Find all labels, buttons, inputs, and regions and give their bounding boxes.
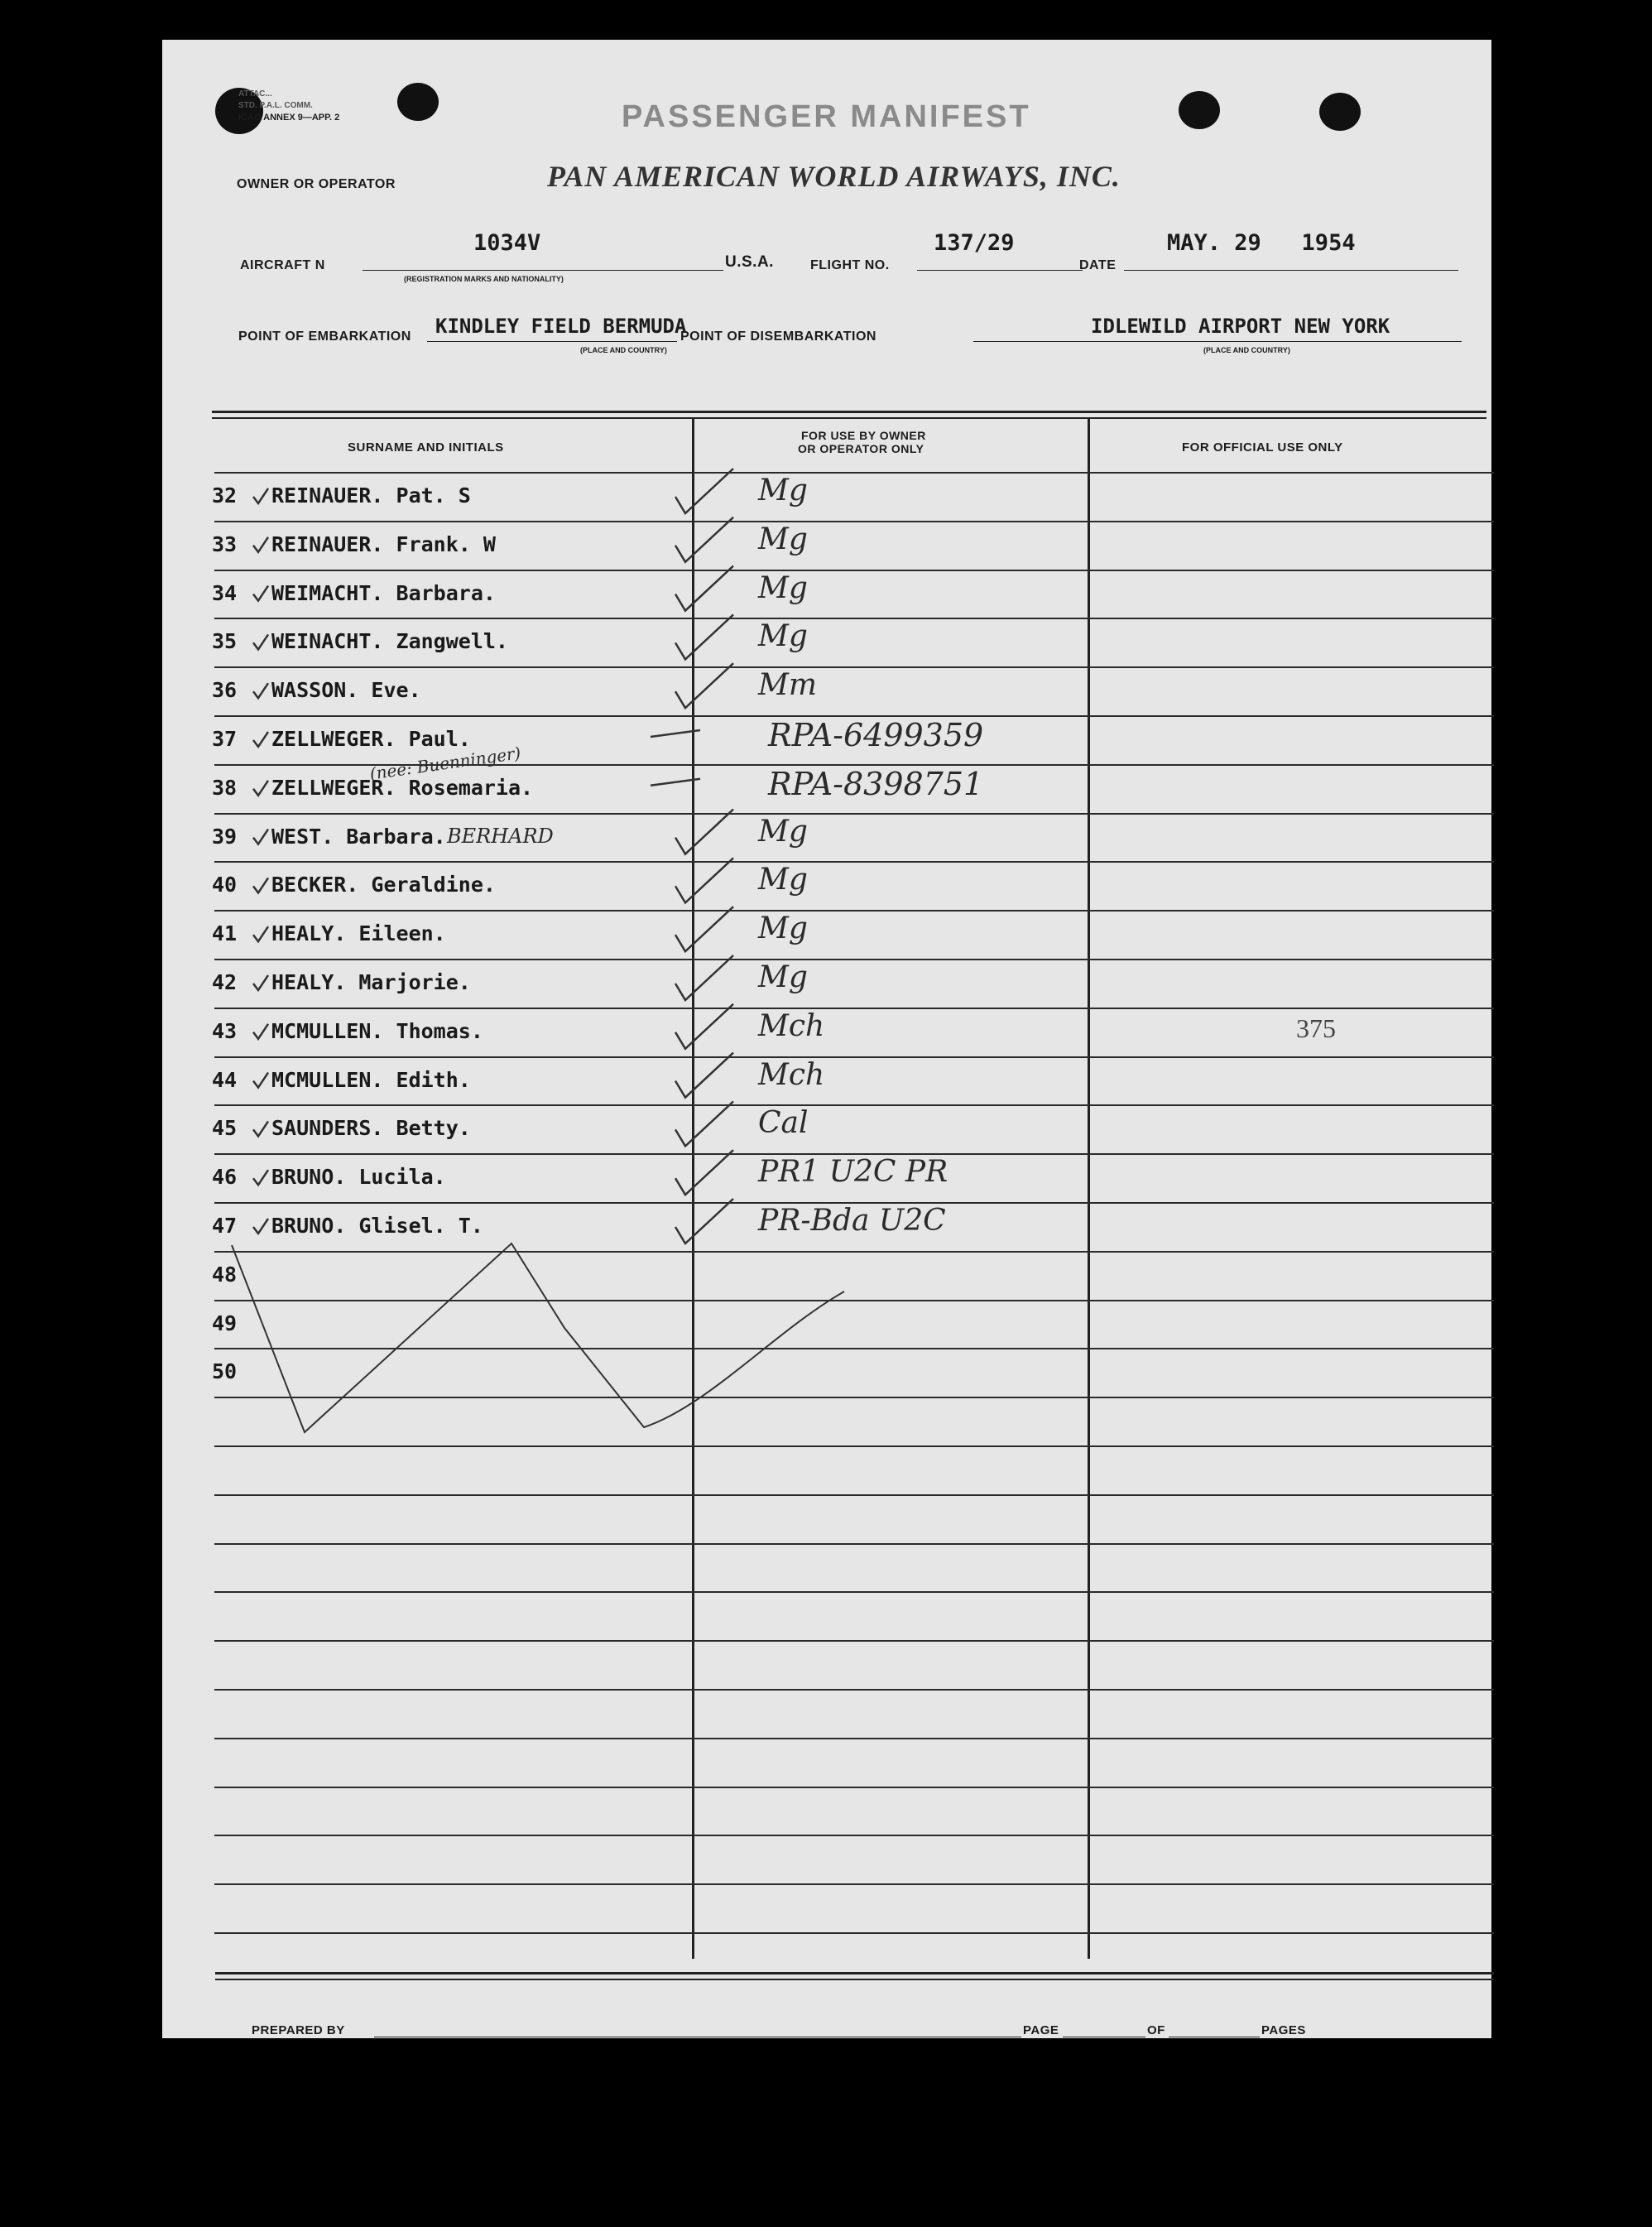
- table-row-rule: [214, 1787, 1494, 1788]
- table-row-rule: [214, 1689, 1494, 1691]
- row-number: 45: [212, 1116, 238, 1140]
- of-label: OF: [1147, 2023, 1165, 2037]
- check-mark: [651, 779, 700, 786]
- date-value: MAY. 29 1954: [1167, 230, 1356, 256]
- form-ref-line2: STD. P.A.L. COMM.: [238, 101, 313, 110]
- passenger-name: WEST. Barbara.: [271, 825, 446, 849]
- passenger-name: REINAUER. Frank. W: [271, 532, 496, 556]
- passenger-name: MCMULLEN. Thomas.: [271, 1019, 483, 1043]
- check-mark: [253, 926, 268, 941]
- row-number: 35: [212, 629, 238, 653]
- operator-note: Mg: [758, 619, 808, 653]
- passenger-name: REINAUER. Pat. S: [271, 483, 471, 507]
- check-mark: [651, 730, 700, 737]
- table-row-rule: [214, 1591, 1494, 1593]
- row-number: 33: [212, 532, 238, 556]
- column-header-owner-use-1: FOR USE BY OWNER: [801, 429, 926, 442]
- operator-note: Mg: [758, 571, 808, 605]
- operator-note: Mch: [758, 1058, 825, 1092]
- check-mark: [675, 810, 733, 854]
- check-mark: [253, 1219, 268, 1234]
- table-row-rule: [214, 1835, 1494, 1836]
- row-number: 47: [212, 1214, 238, 1238]
- passenger-name: WASSON. Eve.: [271, 678, 421, 702]
- operator-note: Mg: [758, 474, 808, 507]
- disembarkation-caption: (PLACE AND COUNTRY): [1203, 346, 1290, 354]
- check-mark: [675, 1004, 733, 1049]
- check-mark: [675, 469, 733, 513]
- embarkation-caption: (PLACE AND COUNTRY): [580, 346, 667, 354]
- check-mark: [253, 781, 268, 796]
- check-mark: [253, 878, 268, 892]
- operator-note: Mg: [758, 960, 808, 994]
- owner-value: PAN AMERICAN WORLD AIRWAYS, INC.: [547, 160, 1121, 193]
- cancel-zigzag: [232, 1243, 844, 1432]
- passenger-name: WEIMACHT. Barbara.: [271, 581, 496, 605]
- column-header-owner-use-2: OR OPERATOR ONLY: [798, 442, 924, 455]
- flight-value: 137/29: [934, 230, 1015, 256]
- check-mark: [675, 614, 733, 659]
- row-number: 43: [212, 1019, 238, 1043]
- west-annotation: BERHARD: [447, 825, 554, 848]
- date-label: DATE: [1079, 258, 1117, 272]
- passenger-name: SAUNDERS. Betty.: [271, 1116, 471, 1140]
- check-mark: [253, 586, 268, 601]
- usa-label: U.S.A.: [725, 253, 774, 271]
- check-mark: [253, 830, 268, 844]
- nee-annotation: (nee: Buenninger): [368, 743, 522, 784]
- check-mark: [253, 1024, 268, 1039]
- check-mark: [253, 537, 268, 552]
- check-mark: [253, 975, 268, 990]
- operator-note: Mg: [758, 863, 808, 897]
- table-row-rule: [214, 1932, 1494, 1934]
- check-mark: [675, 1199, 733, 1243]
- row-number: 37: [212, 727, 238, 751]
- passenger-name: MCMULLEN. Edith.: [271, 1068, 471, 1092]
- passenger-name: HEALY. Eileen.: [271, 921, 446, 945]
- owner-label: OWNER OR OPERATOR: [237, 177, 396, 191]
- operator-note: PR-Bda U2C: [758, 1204, 946, 1238]
- table-row-rule: [214, 1883, 1494, 1885]
- table-bottom-rule-2: [215, 1979, 1494, 1980]
- column-header-official: FOR OFFICIAL USE ONLY: [1182, 440, 1343, 455]
- table-row-rule: [214, 1543, 1494, 1545]
- table-row-rule: [214, 1640, 1494, 1642]
- operator-note: Mg: [758, 815, 808, 849]
- passenger-name: ZELLWEGER. Rosemaria.: [271, 776, 534, 800]
- handwritten-marks: [162, 40, 1491, 1530]
- operator-note: Mch: [758, 1009, 825, 1043]
- form-ref-line1: ATTAC...: [238, 89, 272, 99]
- check-mark: [253, 634, 268, 649]
- check-mark: [675, 955, 733, 1000]
- disembarkation-label: POINT OF DISEMBARKATION: [680, 329, 876, 344]
- aircraft-caption: (REGISTRATION MARKS AND NATIONALITY): [404, 275, 564, 283]
- check-mark: [675, 1150, 733, 1195]
- page-label: PAGE: [1023, 2023, 1059, 2037]
- pages-label: PAGES: [1261, 2023, 1306, 2037]
- row-number: 49: [212, 1311, 238, 1335]
- row-number: 41: [212, 921, 238, 945]
- passenger-name: BRUNO. Glisel. T.: [271, 1214, 483, 1238]
- check-mark: [675, 663, 733, 708]
- check-mark: [253, 1121, 268, 1136]
- check-mark: [675, 858, 733, 902]
- row-number: 39: [212, 825, 238, 849]
- row-number: 34: [212, 581, 238, 605]
- manifest-sheet: [162, 40, 1491, 2038]
- aircraft-value: 1034V: [473, 230, 541, 256]
- check-mark: [675, 1053, 733, 1098]
- operator-note: RPA-8398751: [768, 766, 984, 802]
- operator-note: Cal: [758, 1106, 809, 1140]
- check-mark: [253, 1073, 268, 1088]
- page-title: PASSENGER MANIFEST: [622, 99, 1031, 134]
- check-mark: [253, 1170, 268, 1185]
- form-ref-line3: ICAO ANNEX 9—APP. 2: [238, 113, 340, 123]
- passenger-name: HEALY. Marjorie.: [271, 970, 471, 994]
- operator-note: Mg: [758, 911, 808, 945]
- aircraft-label: AIRCRAFT N: [240, 258, 325, 272]
- passenger-name: BRUNO. Lucila.: [271, 1165, 446, 1189]
- row-number: 48: [212, 1263, 238, 1287]
- row-number: 38: [212, 776, 238, 800]
- row-number: 36: [212, 678, 238, 702]
- flight-label: FLIGHT NO.: [810, 258, 890, 272]
- operator-note: PR1 U2C PR: [758, 1155, 948, 1189]
- prepared-by-label: PREPARED BY: [252, 2023, 345, 2037]
- passenger-name: BECKER. Geraldine.: [271, 873, 496, 897]
- check-mark: [253, 732, 268, 747]
- embarkation-label: POINT OF EMBARKATION: [238, 329, 411, 344]
- disembarkation-value: IDLEWILD AIRPORT NEW YORK: [1091, 315, 1390, 338]
- passenger-name: ZELLWEGER. Paul.: [271, 727, 471, 751]
- table-row-rule: [214, 1738, 1494, 1739]
- check-mark: [675, 566, 733, 611]
- row-number: 32: [212, 483, 238, 507]
- row-number: 50: [212, 1359, 238, 1383]
- row-number: 44: [212, 1068, 238, 1092]
- table-bottom-rule: [215, 1972, 1494, 1974]
- operator-note: Mm: [758, 668, 817, 702]
- operator-note: RPA-6499359: [768, 717, 984, 753]
- column-header-surname: SURNAME AND INITIALS: [348, 440, 504, 455]
- check-mark: [675, 1101, 733, 1146]
- embarkation-value: KINDLEY FIELD BERMUDA: [435, 315, 687, 338]
- operator-note: Mg: [758, 522, 808, 556]
- passenger-name: WEINACHT. Zangwell.: [271, 629, 508, 653]
- row-number: 40: [212, 873, 238, 897]
- row-number: 42: [212, 970, 238, 994]
- check-mark: [253, 488, 268, 503]
- row-number: 46: [212, 1165, 238, 1189]
- check-mark: [675, 517, 733, 562]
- check-mark: [253, 683, 268, 698]
- check-mark: [675, 907, 733, 951]
- official-number: 375: [1296, 1013, 1336, 1043]
